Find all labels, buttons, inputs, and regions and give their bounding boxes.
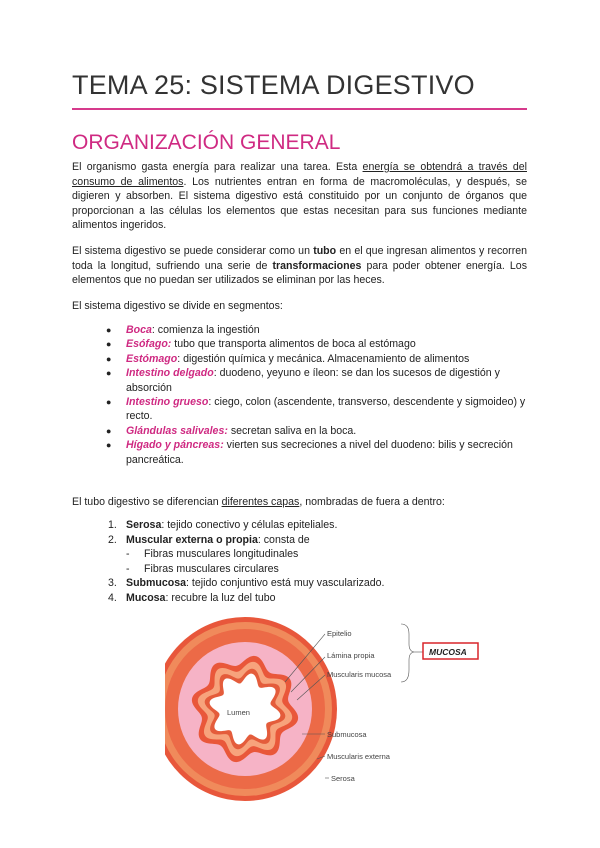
list-item [126,352,526,366]
layer-desc: : tejido conjuntivo está muy vascularizado. [186,577,385,590]
lumen-label: Lumen [227,708,250,717]
list-item [126,323,526,337]
segments-list [126,323,526,467]
mucosa-label: MUCOSA [429,647,467,657]
segment-term: Hígado y páncreas: [126,439,224,452]
title-divider [72,108,527,110]
para1-text-2: . Los nutrientes entran en forma de macromoléculas, y después, se digieren y absorben. El sistema digestivo está constituido por un conjunto de órganos que proporcionan a las células los elementos que estas necesitan para sus funciones mediante alimentos ingeridos. [72,175,528,232]
list-item [126,438,526,467]
list-item [126,337,526,351]
segment-desc: tubo que transporta alimentos de boca al estómago [171,338,416,351]
sub-list-item: - Fibras musculares longitudinales [126,547,526,562]
segment-desc: : digestión química y mecánica. Almacenamiento de alimentos [177,352,470,365]
para4-underlined: diferentes capas [221,496,300,508]
segment-desc: secretan saliva en la boca. [227,424,357,437]
item-number: 1. [108,519,117,531]
item-number: 2. [108,533,117,546]
list-item [126,366,526,395]
para2-text-2: en el que ingresan alimentos y recorren toda la longitud, sufriendo una serie de [72,245,528,272]
sub-list-item: - Fibras musculares circulares [126,562,526,577]
layer-desc: : consta de [257,533,310,546]
segment-term: Glándulas salivales: [126,424,228,437]
layers-list [108,518,526,606]
list-item [126,424,526,438]
segment-term: Esófago: [126,338,172,351]
list-item [126,395,526,424]
item-number: 4. [108,591,117,604]
layer-desc: : recubre la luz del tubo [165,591,276,604]
segment-term: Boca [126,324,152,336]
para4-text-1: El tubo digestivo se diferencian [72,496,222,508]
section-heading: ORGANIZACIÓN GENERAL [72,131,341,154]
list-item [108,533,526,548]
page-title: TEMA 25: SISTEMA DIGESTIVO [72,70,475,100]
layer-term: Mucosa [126,591,166,604]
serosa-label: Serosa [331,774,355,783]
list-item [108,591,526,606]
segment-desc: : ciego, colon (ascendente, transverso, descendente y sigmoideo) y recto. [126,396,526,423]
item-number: 3. [108,577,117,590]
para4-text-2: , nombradas de fuera a dentro: [299,496,445,508]
layer-term: Muscular externa o propia [126,533,258,546]
muscularis-externa-label: Muscularis externa [327,752,390,761]
muscularis-mucosa-label: Muscularis mucosa [327,670,392,679]
segment-desc: : comienza la ingestión [151,324,260,336]
epitelio-label: Epitelio [327,629,352,638]
layer-desc: : tejido conectivo y células epiteliales. [161,519,338,531]
paragraph-tube [72,244,527,288]
segment-desc: : duodeno, yeyuno e íleon: se dan los sucesos de digestión y absorción [126,367,500,394]
list-item [108,576,526,591]
lamina-propia-label: Lámina propia [327,651,375,660]
list-item [108,518,526,533]
segment-term: Intestino grueso [126,396,209,409]
paragraph-layers-intro [72,495,527,510]
para2-text-1: El sistema digestivo se puede considerar como un [72,245,314,257]
layer-term: Submucosa [126,577,187,590]
paragraph-segments-intro: El sistema digestivo se divide en segmentos: [72,300,283,312]
segment-term: Estómago [126,352,178,365]
segment-desc: vierten sus secreciones a nivel del duodeno: bilis y secreción pancreática. [126,439,513,466]
para2-bold-tubo: tubo [313,245,337,257]
para1-underlined: energía se obtendrá a través del consumo de alimentos [72,161,527,188]
para2-text-3: para poder obtener energía. Los elementos que no puedan ser utilizados se eliminan por las heces. [72,259,527,287]
submucosa-label: Submucosa [327,730,367,739]
layer-term: Serosa [126,519,162,531]
para2-bold-transformaciones: transformaciones [272,259,362,272]
paragraph-intro [72,160,527,233]
digestive-tube-diagram [165,612,485,802]
segment-term: Intestino delgado [126,367,214,380]
para1-text-1: El organismo gasta energía para realizar una tarea. Esta [72,161,363,173]
